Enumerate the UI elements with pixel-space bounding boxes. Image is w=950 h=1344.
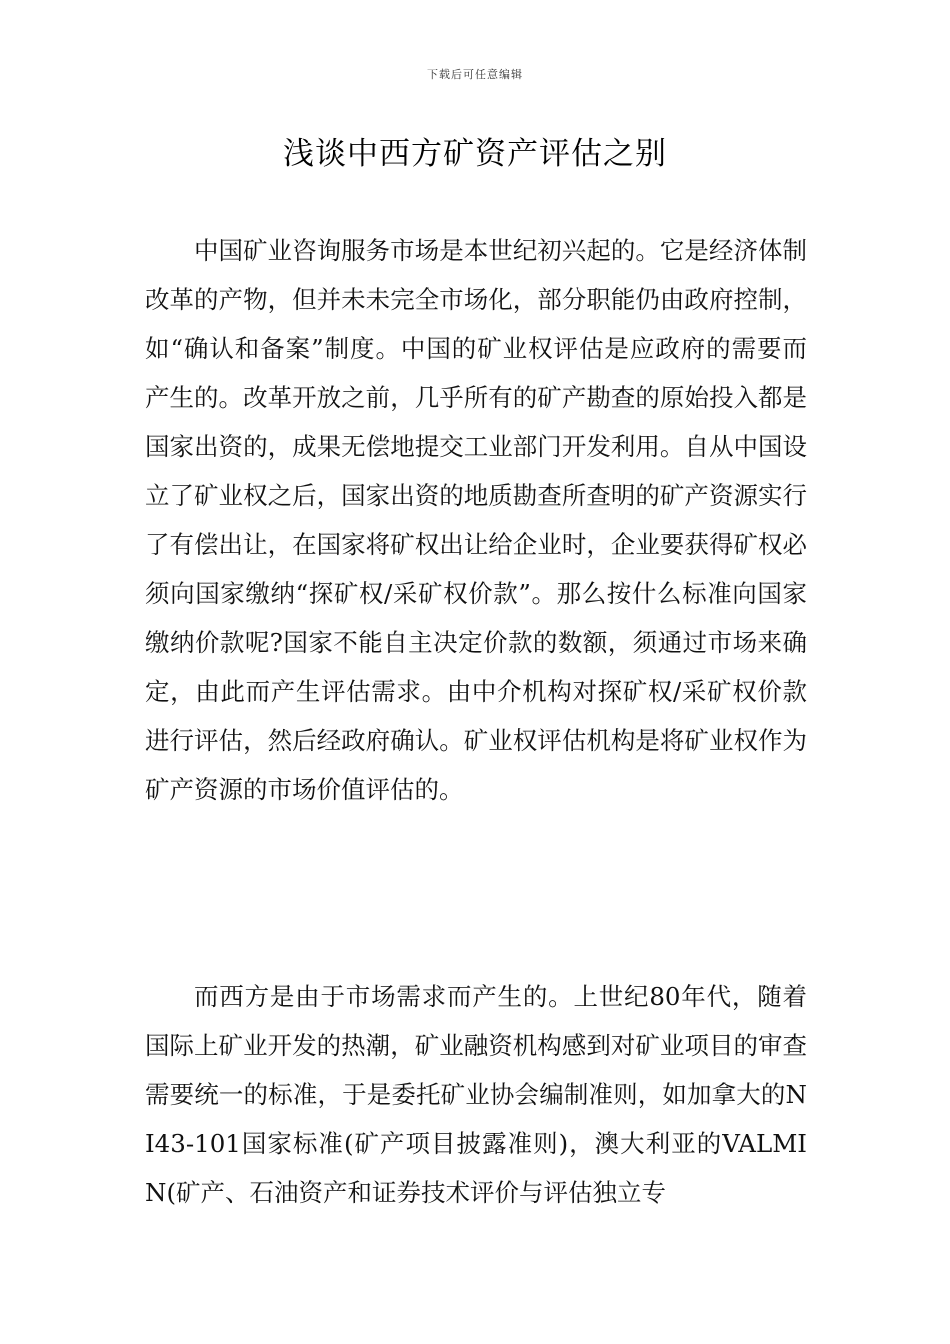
body-paragraph-1: 中国矿业咨询服务市场是本世纪初兴起的。它是经济体制改革的产物，但并未未完全市场化，部分职能仍由政府控制，如“确认和备案”制度。中国的矿业权评估是应政府的需要而产生的。改革开放之前，几乎所有的矿产勘查的原始投入都是国家出资的，成果无偿地提交工业部门开发利用。自从中国设立了矿业权之后，国家出资的地质勘查所查明的矿产资源实行了有偿出让，在国家将矿权出让给企业时，企业要获得矿权必须向国家缴纳“探矿权/采矿权价款”。那么按什么标准向国家缴纳价款呢?国家不能自主决定价款的数额，须通过市场来确定，由此而产生评估需求。由中介机构对探矿权/采矿权价款进行评估，然后经政府确认。矿业权评估机构是将矿业权作为矿产资源的市场价值评估的。 <box>145 236 807 804</box>
header-note: 下载后可任意编辑 <box>427 68 523 81</box>
body-paragraph-2: 而西方是由于市场需求而产生的。上世纪80年代，随着国际上矿业开发的热潮，矿业融资机构感到对矿业项目的审查需要统一的标准，于是委托矿业协会编制准则，如加拿大的NI43-101国家标准(矿产项目披露准则)，澳大利亚的VALMIN(矿产、石油资产和证券技术评价与评估独立专 <box>145 982 807 1207</box>
document-title: 浅谈中西方矿资产评估之别 <box>283 136 667 172</box>
